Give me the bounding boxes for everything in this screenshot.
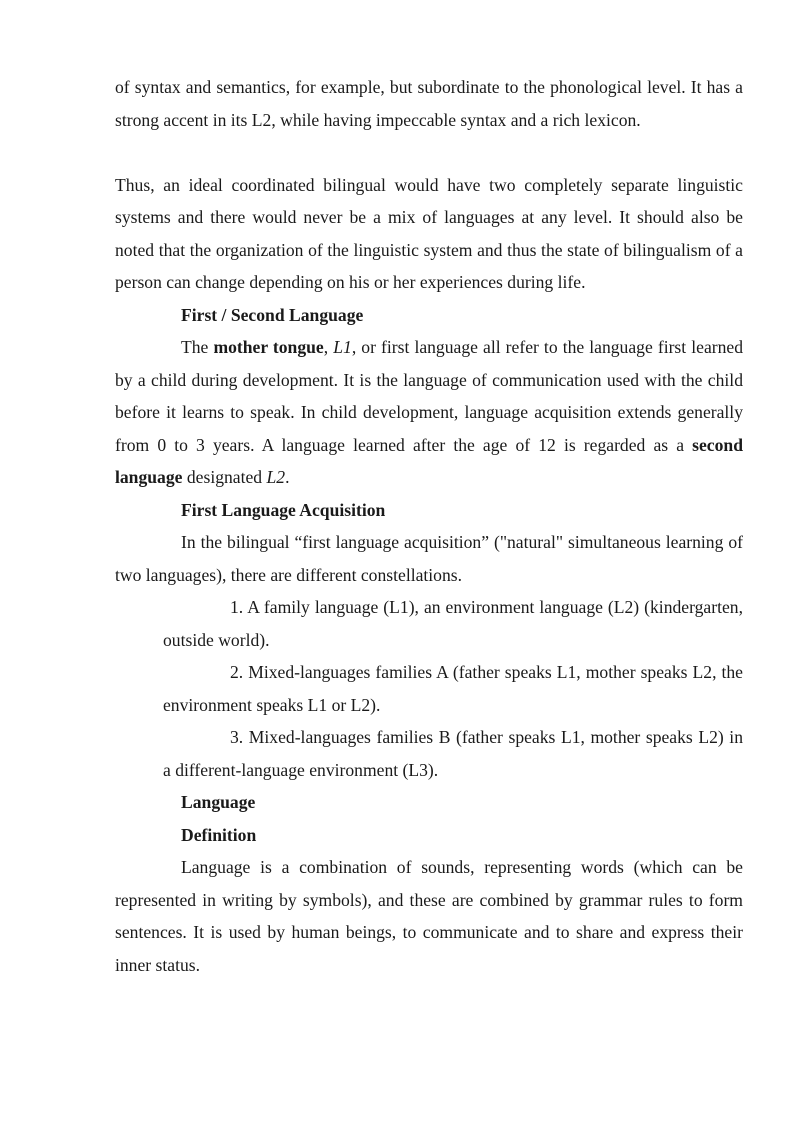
heading-first-second-language: First / Second Language (181, 304, 364, 325)
paragraph-language-definition: Language is a combination of sounds, representing words (which can be represented in writing by symbols), and these are combined by grammar rules to form sentences. It is used by human beings, to communicate and to share and express their inner status. (115, 857, 743, 975)
page-content (115, 71, 743, 981)
heading-definition: Definition (181, 824, 257, 845)
paragraph-coordinated-bilingual: Thus, an ideal coordinated bilingual would have two completely separate linguistic systems and there would never be a mix of languages at any level. It should also be noted that the organization of the linguistic system and thus the state of bilingualism of a person can change depending on his or her experiences during life. (115, 174, 743, 292)
text-segment: , (323, 337, 334, 357)
list-item: 3. Mixed-languages families B (father speaks L1, mother speaks L2) in a different-language environment (L3). (163, 727, 743, 780)
heading-language: Language (181, 792, 256, 812)
heading-first-language-acquisition: First Language Acquisition (181, 499, 386, 520)
text-segment: . (285, 467, 290, 487)
paragraph-mother-tongue (115, 331, 743, 494)
term-mother-tongue: mother tongue (213, 337, 324, 357)
list-item: 1. A family language (L1), an environment language (L2) (kindergarten, outside world). (163, 597, 743, 650)
text-segment: The (181, 337, 214, 357)
term-second-language: second language (115, 434, 743, 487)
paragraph-continuation: of syntax and semantics, for example, but subordinate to the phonological level. It has a strong accent in its L2, while having impeccable syntax and a rich lexicon. (115, 77, 743, 130)
paragraph-gap (115, 136, 743, 169)
text-segment: designated (182, 467, 267, 487)
term-l1: L1 (333, 337, 352, 357)
term-l2: L2 (266, 467, 286, 487)
list-item: 2. Mixed-languages families A (father speaks L1, mother speaks L2, the environment speaks L1 or L2). (163, 662, 743, 715)
paragraph-acquisition-intro: In the bilingual “first language acquisition” ("natural" simultaneous learning of two languages), there are different constellations. (115, 532, 743, 585)
text-segment: , or first language all refer to the language first learned by a child during development. It is the language of communication used with the child before it learns to speak. In child development, language acquisition extends generally from 0 to 3 years. A language learned after the age of 12 is regarded as a (115, 337, 744, 455)
